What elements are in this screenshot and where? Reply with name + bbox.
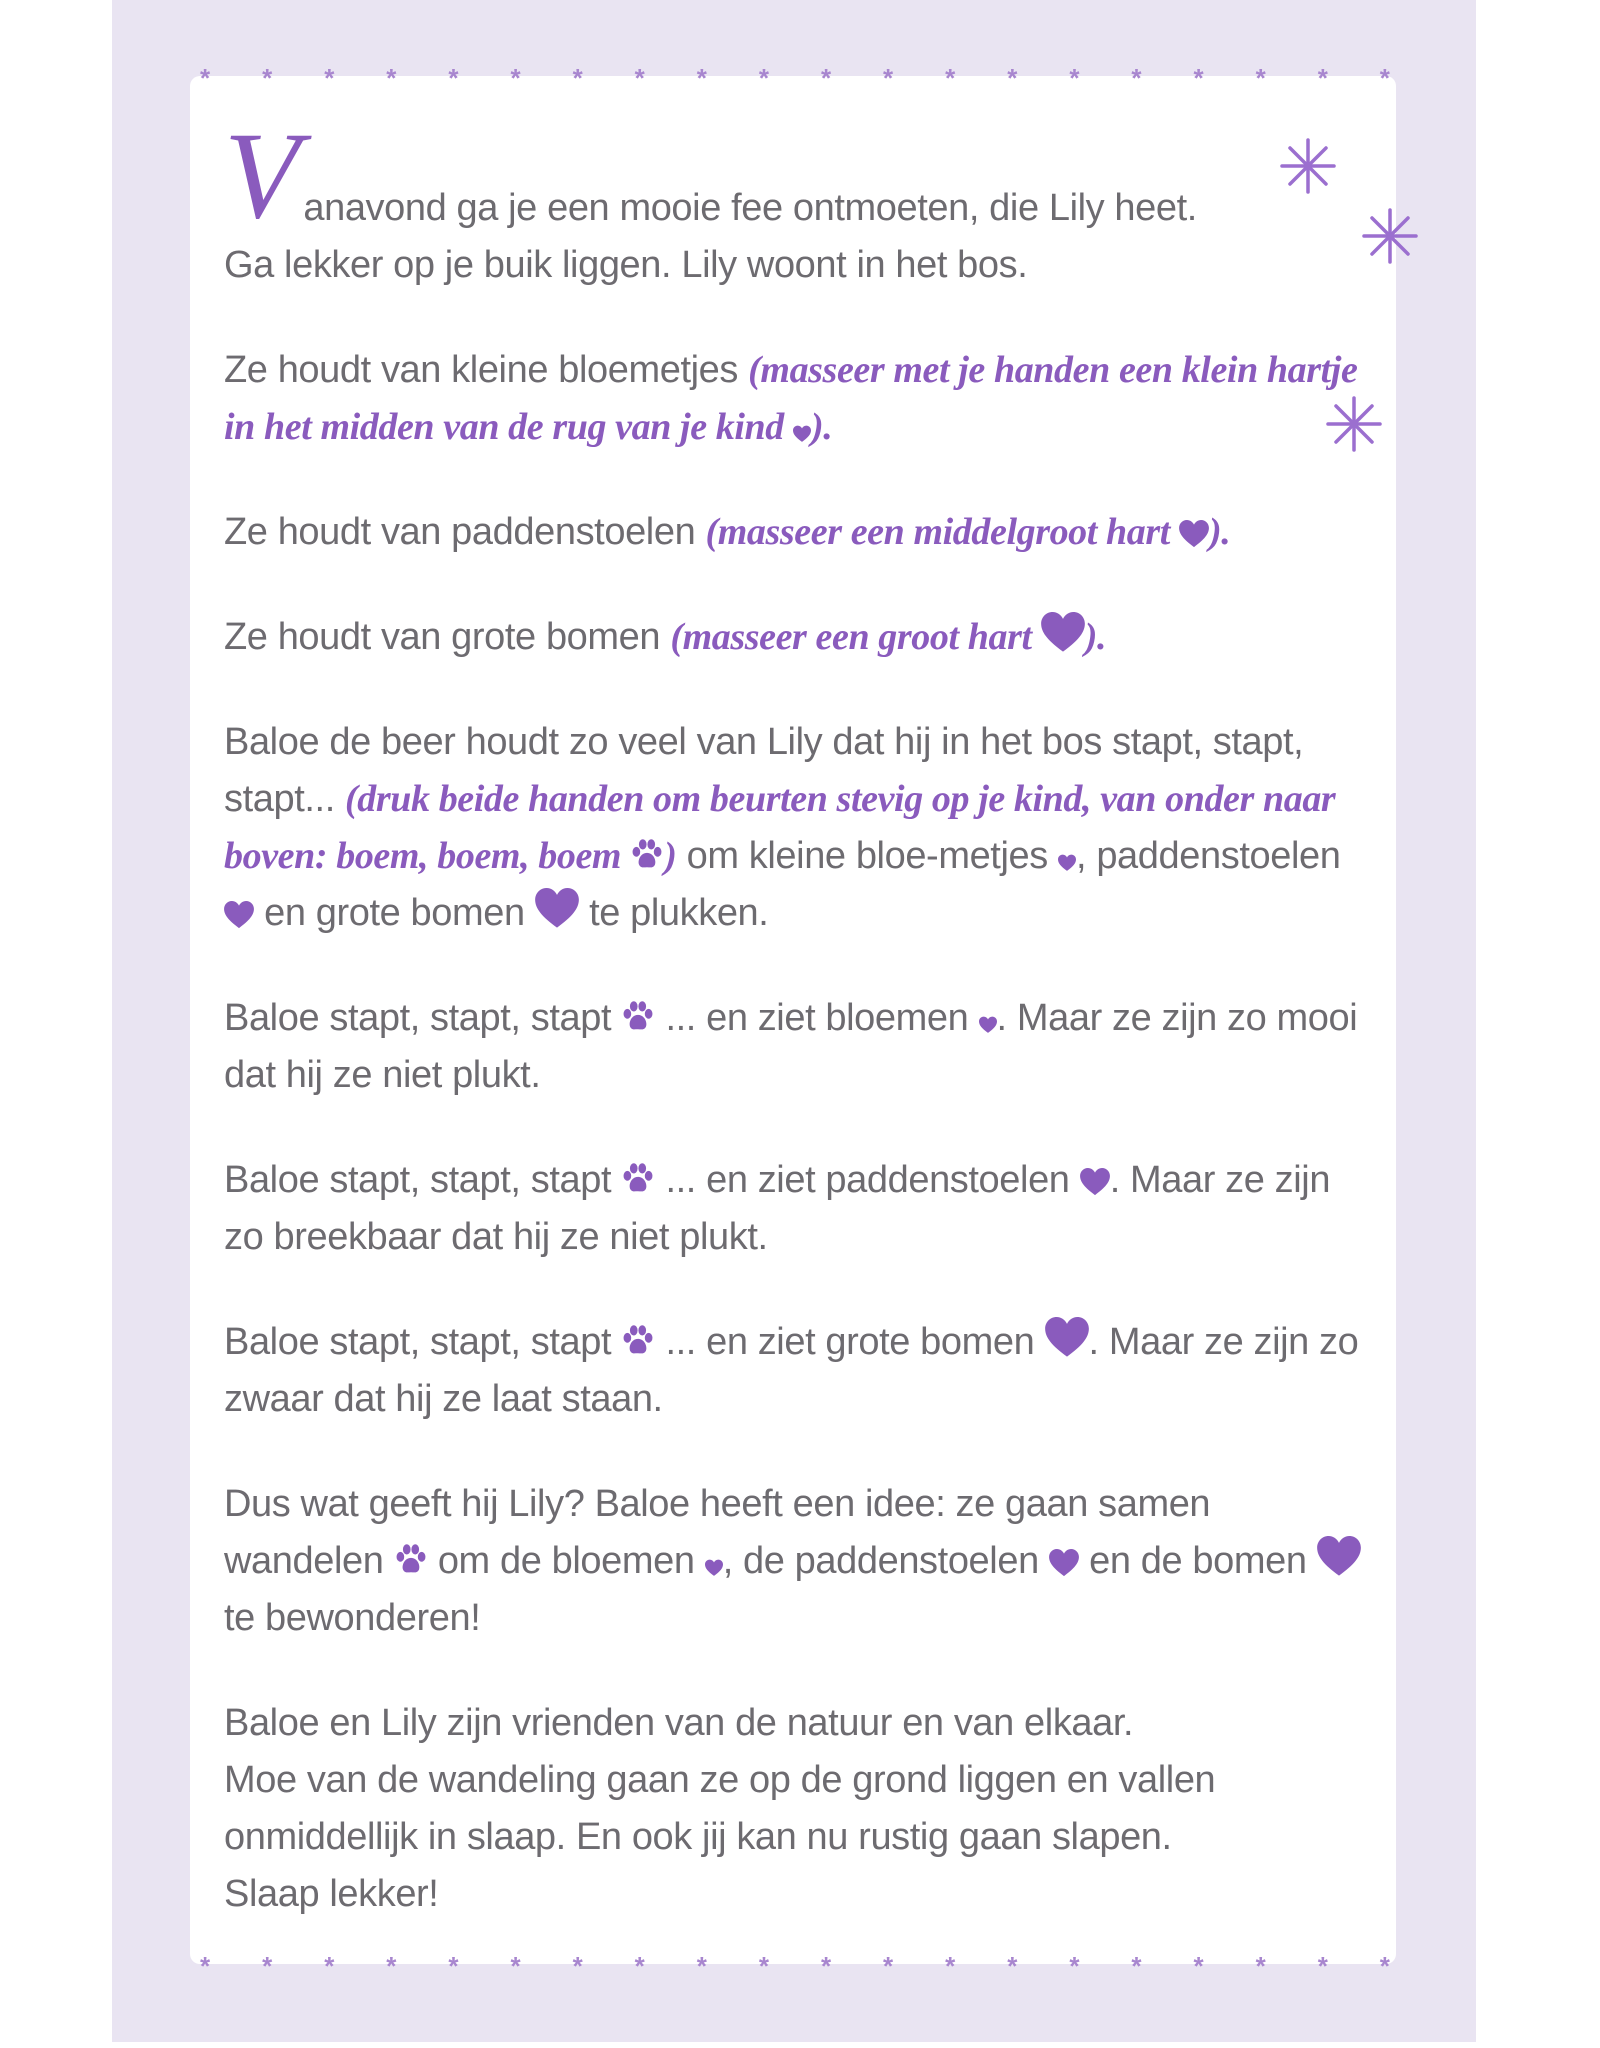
- large-heart-icon: [1041, 612, 1085, 653]
- paragraph-text: ... en ziet bloemen: [655, 997, 979, 1039]
- medium-heart-icon: [1049, 1549, 1079, 1577]
- paw-icon: [630, 838, 664, 872]
- asterisk-icon: *: [1131, 63, 1142, 93]
- asterisk-icon: *: [572, 1951, 583, 1981]
- asterisk-icon: *: [200, 63, 211, 93]
- medium-heart-icon: [1080, 1168, 1110, 1196]
- paragraph-text: Ze houdt van kleine bloemetjes: [224, 349, 749, 391]
- paragraph-text: Ze houdt van paddenstoelen: [224, 511, 706, 553]
- asterisk-icon: *: [634, 1951, 645, 1981]
- paw-icon: [621, 1162, 655, 1196]
- paragraph-trees: [224, 609, 1374, 666]
- asterisk-icon: *: [758, 1951, 769, 1981]
- asterisk-icon: *: [1131, 1951, 1142, 1981]
- asterisk-icon: *: [696, 1951, 707, 1981]
- drop-cap: V: [224, 107, 300, 244]
- instruction-text: (druk beide handen om beurten stevig op je kind, van onder naar boven: boem, boem, boem: [224, 778, 1336, 877]
- ending-line-4: Slaap lekker!: [224, 1873, 439, 1915]
- instruction-text: (masseer een middelgroot hart: [705, 511, 1180, 553]
- asterisk-icon: *: [324, 1951, 335, 1981]
- paragraph-text: , de paddenstoelen: [722, 1540, 1049, 1582]
- asterisk-icon: *: [324, 63, 335, 93]
- medium-heart-icon: [224, 901, 254, 929]
- paragraph-text: en de bomen: [1078, 1540, 1317, 1582]
- asterisk-icon: *: [820, 1951, 832, 1981]
- paragraph-ending: [224, 1695, 1374, 1923]
- small-heart-icon: [979, 1016, 997, 1034]
- asterisk-icon: *: [510, 1951, 521, 1981]
- asterisk-icon: *: [758, 63, 769, 93]
- small-heart-icon: [705, 1559, 723, 1577]
- medium-heart-icon: [1179, 520, 1209, 548]
- instruction-text: ).: [810, 406, 833, 448]
- asterisk-icon: *: [386, 63, 397, 93]
- intro-line-1: anavond ga je een mooie fee ontmoeten, die Lily heet.: [303, 187, 1197, 229]
- ending-line-2: Moe van de wandeling gaan ze op de grond liggen en vallen: [224, 1759, 1216, 1801]
- asterisk-icon: *: [1007, 63, 1018, 93]
- ending-line-3: onmiddellijk in slaap. En ook jij kan nu rustig gaan slapen.: [224, 1816, 1172, 1858]
- large-heart-icon: [1317, 1536, 1361, 1577]
- small-heart-icon: [1058, 854, 1076, 872]
- paragraph-mushrooms: [224, 504, 1374, 561]
- paragraph-text: Dus wat geeft hij Lily? Baloe heeft een idee: ze gaan samen wandelen: [224, 1483, 1211, 1582]
- intro-line-2: Ga lekker op je buik liggen. Lily woont in het bos.: [224, 244, 1028, 286]
- paragraph-flowers: [224, 342, 1374, 456]
- ending-line-1: Baloe en Lily zijn vrienden van de natuur en van elkaar.: [224, 1702, 1134, 1744]
- asterisk-icon: *: [945, 63, 956, 93]
- asterisk-icon: *: [883, 63, 894, 93]
- paragraph-text: Baloe stapt, stapt, stapt: [224, 1159, 622, 1201]
- paragraph-text: ... en ziet paddenstoelen: [655, 1159, 1080, 1201]
- small-heart-icon: [793, 425, 811, 443]
- paragraph-text: om kleine bloe-metjes: [676, 835, 1058, 877]
- asterisk-icon: *: [262, 63, 273, 93]
- asterisk-icon: *: [1193, 1951, 1204, 1981]
- asterisk-icon: *: [1317, 63, 1328, 93]
- large-heart-icon: [535, 888, 579, 929]
- large-heart-icon: [1045, 1317, 1089, 1358]
- paragraph-text: te bewonderen!: [224, 1597, 481, 1639]
- asterisk-icon: *: [1069, 1951, 1080, 1981]
- instruction-text: ).: [1084, 616, 1107, 658]
- asterisk-icon: *: [820, 63, 832, 93]
- asterisk-icon: *: [1193, 63, 1204, 93]
- asterisk-icon: *: [945, 1951, 956, 1981]
- asterisk-icon: *: [1007, 1951, 1018, 1981]
- paragraph-text: . Maar ze zijn zo breekbaar dat hij ze niet plukt.: [224, 1159, 1331, 1258]
- asterisk-icon: *: [696, 63, 707, 93]
- asterisk-icon: *: [572, 63, 583, 93]
- paragraph-text: te plukken.: [578, 892, 769, 934]
- asterisk-icon: *: [1379, 1951, 1390, 1981]
- instruction-text: ).: [1209, 511, 1231, 553]
- paragraph-text: Ze houdt van grote bomen: [224, 616, 671, 658]
- instruction-text: (masseer een groot hart: [670, 616, 1041, 658]
- asterisk-icon: *: [883, 1951, 894, 1981]
- asterisk-icon: *: [386, 1951, 397, 1981]
- massage-instruction: [705, 511, 1230, 553]
- paragraph-idea: [224, 1476, 1374, 1647]
- paragraph-text: . Maar ze zijn zo mooi dat hij ze niet plukt.: [224, 997, 1358, 1096]
- paragraph-text: en grote bomen: [254, 892, 535, 934]
- instruction-text: (masseer met je handen een klein hartje in het midden van de rug van je kind: [224, 349, 1358, 448]
- asterisk-icon: *: [448, 1951, 459, 1981]
- paragraph-text: om de bloemen: [427, 1540, 705, 1582]
- paragraph-text: Baloe de beer houdt zo veel van Lily dat hij in het bos stapt, stapt, stapt...: [224, 721, 1304, 820]
- paragraph-text: , paddenstoelen: [1076, 835, 1341, 877]
- asterisk-icon: *: [262, 1951, 273, 1981]
- paragraph-baloe: [224, 714, 1374, 942]
- paragraph-intro: [224, 107, 1374, 294]
- massage-instruction: [670, 616, 1106, 658]
- paw-icon: [394, 1543, 428, 1577]
- asterisk-icon: *: [448, 63, 459, 93]
- story-text: [224, 107, 1374, 1971]
- paragraph-text: . Maar ze zijn zo zwaar dat hij ze laat staan.: [224, 1321, 1359, 1420]
- paw-icon: [621, 1000, 655, 1034]
- paragraph-walk-flowers: [224, 990, 1374, 1104]
- asterisk-icon: *: [634, 63, 645, 93]
- paw-icon: [621, 1324, 655, 1358]
- asterisk-icon: *: [1317, 1951, 1328, 1981]
- paragraph-text: Baloe stapt, stapt, stapt: [224, 1321, 622, 1363]
- asterisk-icon: *: [510, 63, 521, 93]
- asterisk-icon: *: [1379, 63, 1390, 93]
- asterisk-icon: *: [1255, 1951, 1266, 1981]
- top-asterisk-border: [200, 64, 1390, 92]
- asterisk-icon: *: [200, 1951, 211, 1981]
- paragraph-text: ... en ziet grote bomen: [655, 1321, 1045, 1363]
- paragraph-walk-trees: [224, 1314, 1374, 1428]
- instruction-text: ): [664, 835, 677, 877]
- asterisk-icon: *: [1255, 63, 1266, 93]
- paragraph-walk-mushrooms: [224, 1152, 1374, 1266]
- paragraph-text: Baloe stapt, stapt, stapt: [224, 997, 622, 1039]
- asterisk-icon: *: [1069, 63, 1080, 93]
